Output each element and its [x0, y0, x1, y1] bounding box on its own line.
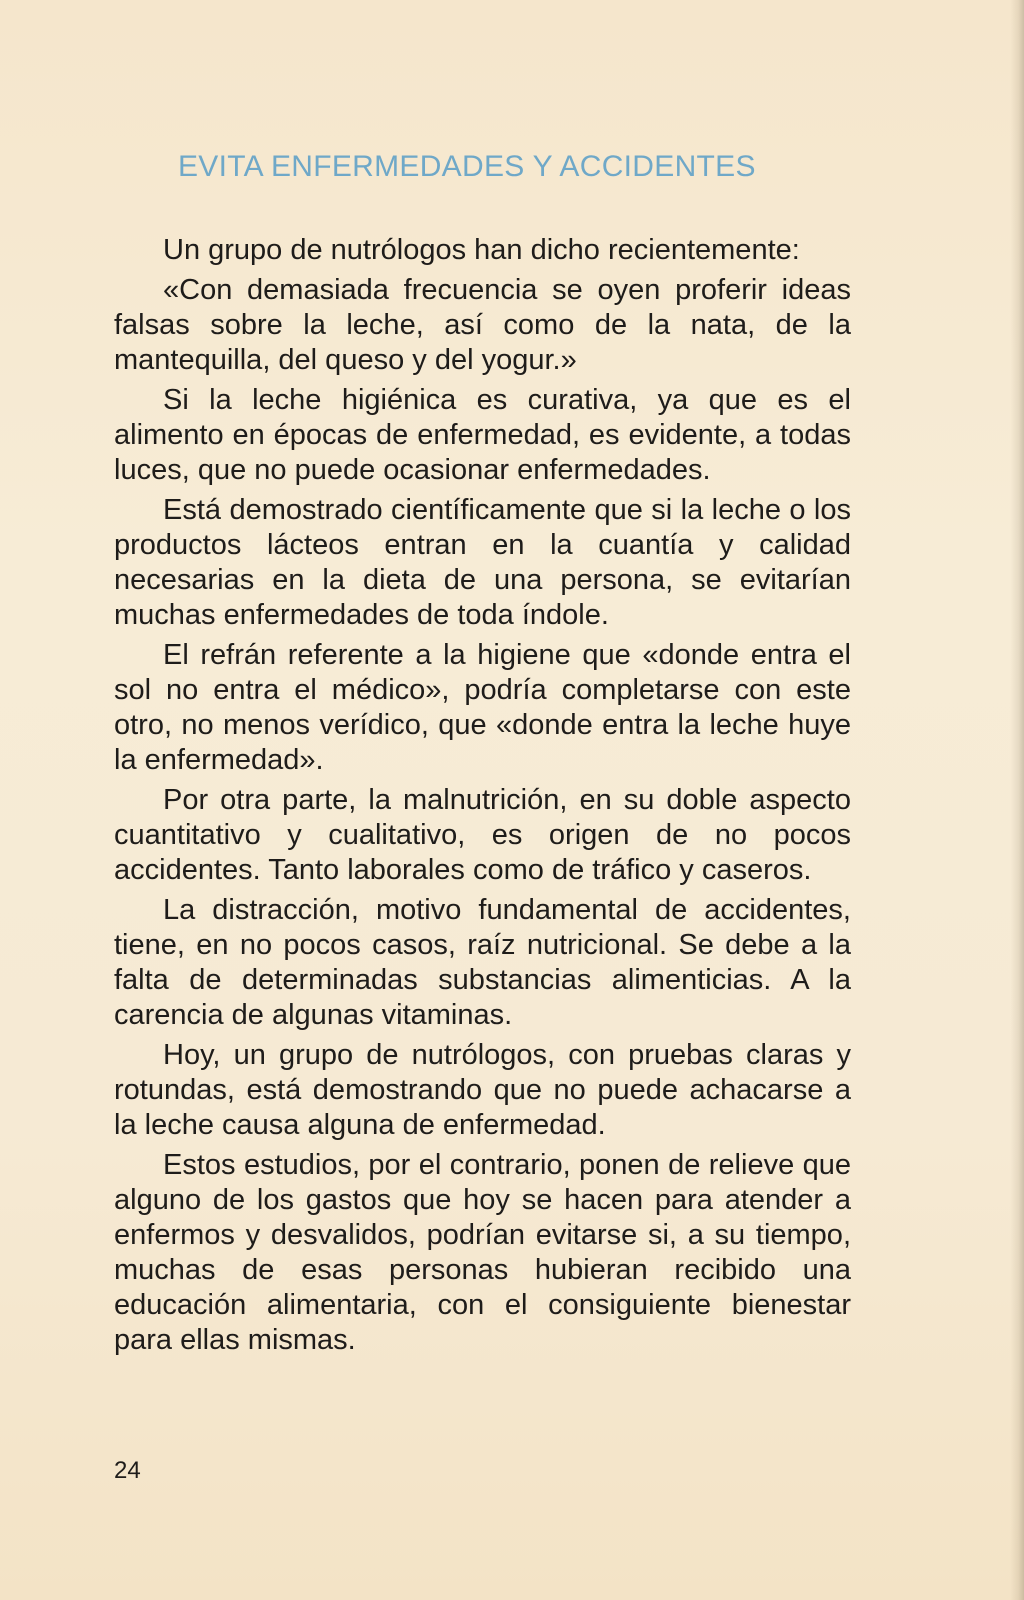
paragraph: El refrán referente a la higiene que «donde entra el sol no entra el médico», podría completarse con este otro, no menos verídico, que «donde entra la leche huye la enfermedad». [114, 639, 851, 776]
paragraph: Está demostrado científicamente que si la leche o los productos lácteos entran en la cuantía y calidad necesarias en la dieta de una persona, se evitarían muchas enfermedades de toda índole. [114, 494, 851, 631]
page-edge-shadow [1010, 0, 1024, 1600]
paragraph: La distracción, motivo fundamental de accidentes, tiene, en no pocos casos, raíz nutricional. Se debe a la falta de determinadas substancias alimenticias. A la carencia de algunas vitaminas. [114, 894, 851, 1031]
paragraph: Estos estudios, por el contrario, ponen de relieve que alguno de los gastos que hoy se hacen para atender a enfermos y desvalidos, podrían evitarse si, a su tiempo, muchas de esas personas hubieran recibido una educación alimentaria, con el consiguiente bienestar para ellas mismas. [114, 1149, 851, 1356]
paragraph: Por otra parte, la malnutrición, en su doble aspecto cuantitativo y cualitativo, es origen de no pocos accidentes. Tanto laborales como de tráfico y caseros. [114, 784, 851, 886]
paragraph: Un grupo de nutrólogos han dicho recientemente: [163, 234, 800, 266]
body-text [114, 233, 851, 1363]
paragraph: Hoy, un grupo de nutrólogos, con pruebas claras y rotundas, está demostrando que no puede achacarse a la leche causa alguna de enfermedad. [114, 1039, 851, 1141]
page-number: 24 [114, 1457, 141, 1484]
page-title: EVITA ENFERMEDADES Y ACCIDENTES [178, 150, 756, 183]
paragraph: «Con demasiada frecuencia se oyen proferir ideas falsas sobre la leche, así como de la nata, de la mantequilla, del queso y del yogur.» [114, 274, 851, 376]
paragraph: Si la leche higiénica es curativa, ya que es el alimento en épocas de enfermedad, es evidente, a todas luces, que no puede ocasionar enfermedades. [114, 384, 851, 486]
